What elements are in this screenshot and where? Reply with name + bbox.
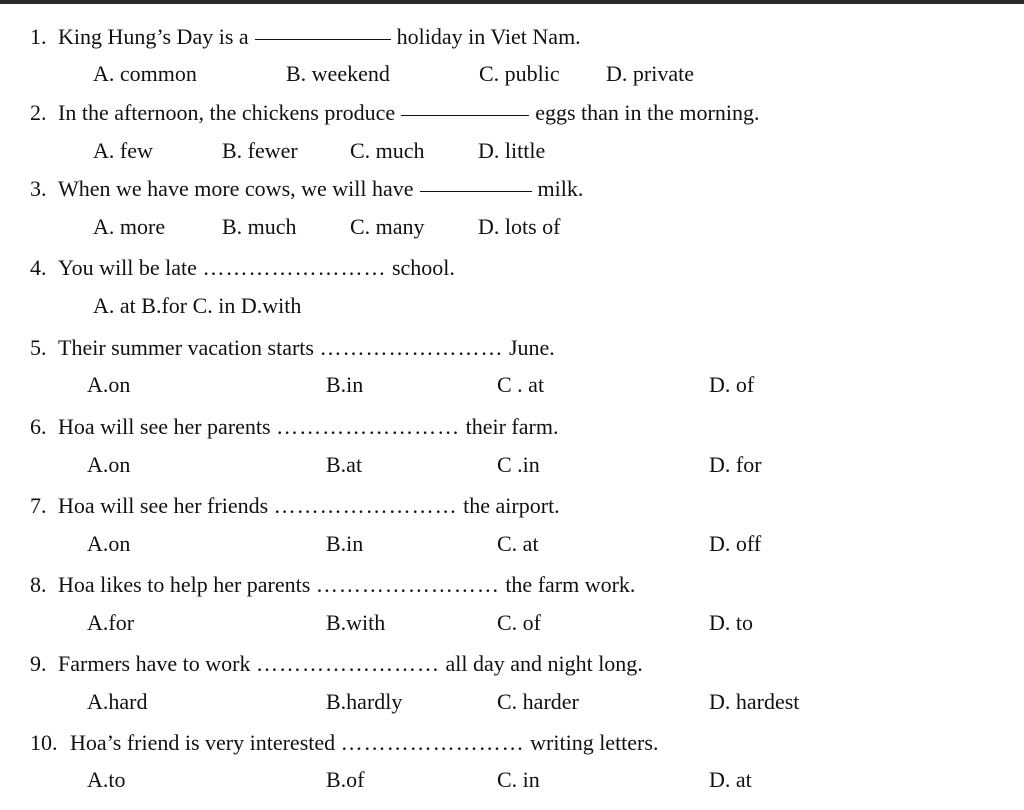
- question-number: 1.: [30, 24, 47, 49]
- question-number: 10.: [30, 730, 58, 755]
- question-text: Hoa will see her parents …………………… their farm.: [58, 414, 559, 439]
- question-number: 4.: [30, 255, 47, 280]
- option-a: A. few: [93, 138, 153, 163]
- option-b: B. fewer: [222, 138, 298, 163]
- question-number: 6.: [30, 414, 47, 439]
- top-rule: [0, 0, 1024, 4]
- question-text: You will be late …………………… school.: [58, 255, 455, 280]
- answer-blank: ……………………: [273, 493, 458, 518]
- option-c: C. much: [350, 138, 425, 163]
- option-c: C. public: [479, 61, 560, 86]
- option-c: C. harder: [497, 689, 579, 714]
- option-c: C. of: [497, 610, 541, 635]
- question-text: Hoa’s friend is very interested …………………… writing letters.: [70, 730, 659, 755]
- question-text: Hoa likes to help her parents …………………… the farm work.: [58, 572, 636, 597]
- option-a: A.on: [87, 452, 131, 477]
- option-a: A.on: [87, 531, 131, 556]
- answer-blank: ……………………: [202, 255, 387, 280]
- option-b: B.at: [326, 452, 363, 477]
- option-d: D. little: [478, 138, 546, 163]
- options-inline: A. at B.for C. in D.with: [93, 293, 302, 318]
- answer-blank: ……………………: [319, 335, 504, 360]
- option-b: B.of: [326, 767, 365, 792]
- option-a: A. common: [93, 61, 197, 86]
- option-d: D. at: [709, 767, 752, 792]
- option-c: C. in: [497, 767, 540, 792]
- option-b: B.hardly: [326, 689, 403, 714]
- question-text: When we have more cows, we will have milk.: [58, 176, 584, 201]
- option-d: D. hardest: [709, 689, 800, 714]
- question-text: Farmers have to work …………………… all day and night long.: [58, 651, 643, 676]
- question-text: Their summer vacation starts …………………… June.: [58, 335, 555, 360]
- option-c: C .in: [497, 452, 540, 477]
- question-text: Hoa will see her friends …………………… the airport.: [58, 493, 560, 518]
- option-b: B.in: [326, 372, 364, 397]
- option-b: B.in: [326, 531, 364, 556]
- option-d: D. of: [709, 372, 755, 397]
- option-c: C. many: [350, 214, 425, 239]
- option-c: C . at: [497, 372, 545, 397]
- option-b: B. weekend: [286, 61, 390, 86]
- option-a: A. more: [93, 214, 166, 239]
- question-number: 2.: [30, 100, 47, 125]
- question-text: In the afternoon, the chickens produce eggs than in the morning.: [58, 100, 760, 125]
- option-d: D. private: [606, 61, 694, 86]
- option-d: D. for: [709, 452, 762, 477]
- answer-blank: ……………………: [315, 572, 500, 597]
- option-b: B. much: [222, 214, 297, 239]
- question-number: 8.: [30, 572, 47, 597]
- question-number: 5.: [30, 335, 47, 360]
- answer-blank: [401, 115, 529, 116]
- answer-blank: [420, 191, 532, 192]
- option-a: A.on: [87, 372, 131, 397]
- option-a: A.to: [87, 767, 126, 792]
- question-number: 3.: [30, 176, 47, 201]
- option-d: D. off: [709, 531, 762, 556]
- answer-blank: [255, 39, 391, 40]
- option-c: C. at: [497, 531, 539, 556]
- question-number: 7.: [30, 493, 47, 518]
- question-number: 9.: [30, 651, 47, 676]
- option-a: A.for: [87, 610, 135, 635]
- option-a: A.hard: [87, 689, 148, 714]
- answer-blank: ……………………: [340, 730, 525, 755]
- option-d: D. lots of: [478, 214, 561, 239]
- question-text: King Hung’s Day is a holiday in Viet Nam.: [58, 24, 581, 49]
- answer-blank: ……………………: [276, 414, 461, 439]
- option-d: D. to: [709, 610, 753, 635]
- option-b: B.with: [326, 610, 386, 635]
- answer-blank: ……………………: [255, 651, 440, 676]
